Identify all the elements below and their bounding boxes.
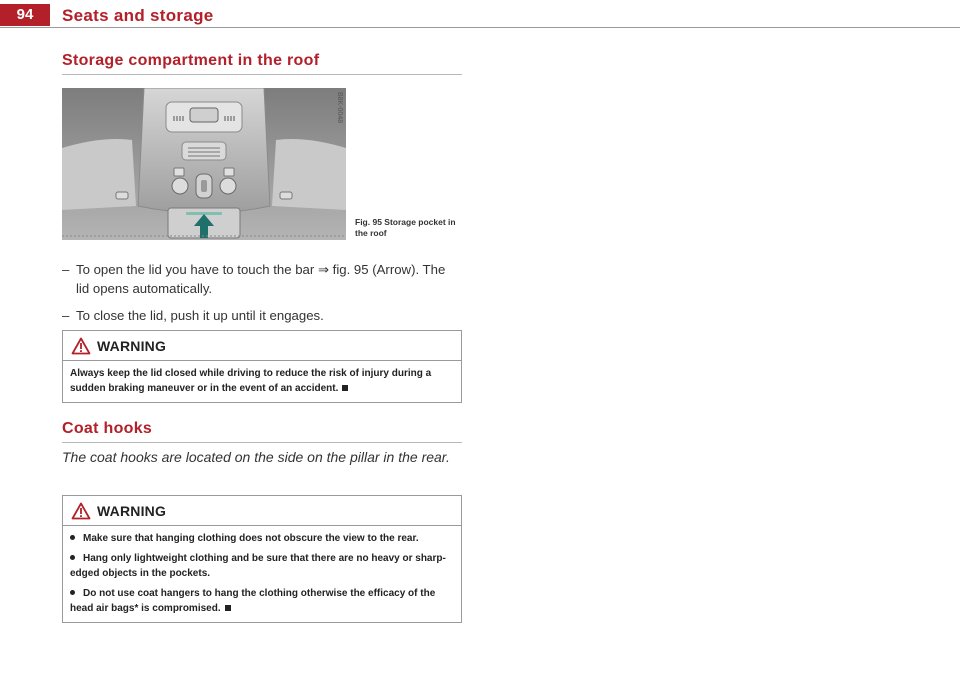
- end-mark: [342, 385, 348, 391]
- warning-item-text: Make sure that hanging clothing does not obscure the view to the rear.: [83, 533, 419, 544]
- warning-item: [70, 551, 454, 581]
- warning-box-lid: [62, 330, 462, 403]
- step-item: [62, 306, 462, 325]
- step-item: [62, 260, 462, 298]
- section-coat-hooks: [62, 420, 462, 443]
- step-text: To open the lid you have to touch the bar ⇒ fig. 95 (Arrow). The lid opens automatically.: [76, 262, 446, 296]
- step-dash: –: [62, 308, 70, 323]
- bullet: [70, 535, 75, 540]
- section-storage-compartment: [62, 52, 462, 75]
- warning-body: [63, 526, 461, 622]
- warning-label: WARNING: [97, 503, 167, 519]
- warning-text: Always keep the lid closed while driving to reduce the risk of injury during a sudden braking maneuver or in the event of an accident.: [70, 368, 432, 394]
- roof-console-illustration: [62, 88, 346, 240]
- warning-body: [63, 361, 461, 402]
- warning-label: WARNING: [97, 338, 167, 354]
- warning-item-text: Hang only lightweight clothing and be sure that there are no heavy or sharp-edged objects in the pockets.: [70, 553, 446, 579]
- warning-triangle-icon: [71, 337, 91, 355]
- step-text: To close the lid, push it up until it engages.: [76, 308, 324, 323]
- figure-roof-storage: [62, 88, 346, 240]
- bullet: [70, 555, 75, 560]
- section-title: Coat hooks: [62, 420, 462, 443]
- warning-item: [70, 531, 454, 546]
- warning-item-text: Do not use coat hangers to hang the clothing otherwise the efficacy of the head air bags* is compromised.: [70, 588, 436, 614]
- running-head: Seats and storage: [62, 6, 214, 25]
- bullet: [70, 590, 75, 595]
- page-number: 94: [0, 4, 50, 26]
- end-mark: [225, 605, 231, 611]
- instruction-steps: [62, 260, 462, 333]
- warning-triangle-icon: [71, 502, 91, 520]
- header-rule: [0, 27, 960, 28]
- warning-header: [63, 496, 461, 526]
- figure-code: B8K-0048: [336, 92, 343, 124]
- warning-item: [70, 586, 454, 616]
- warning-box-coat-hooks: [62, 495, 462, 623]
- warning-header: [63, 331, 461, 361]
- section-intro: The coat hooks are located on the side on the pillar in the rear.: [62, 449, 450, 465]
- figure-caption: Fig. 95 Storage pocket in the roof: [355, 217, 456, 238]
- section-title: Storage compartment in the roof: [62, 52, 462, 75]
- step-dash: –: [62, 262, 70, 277]
